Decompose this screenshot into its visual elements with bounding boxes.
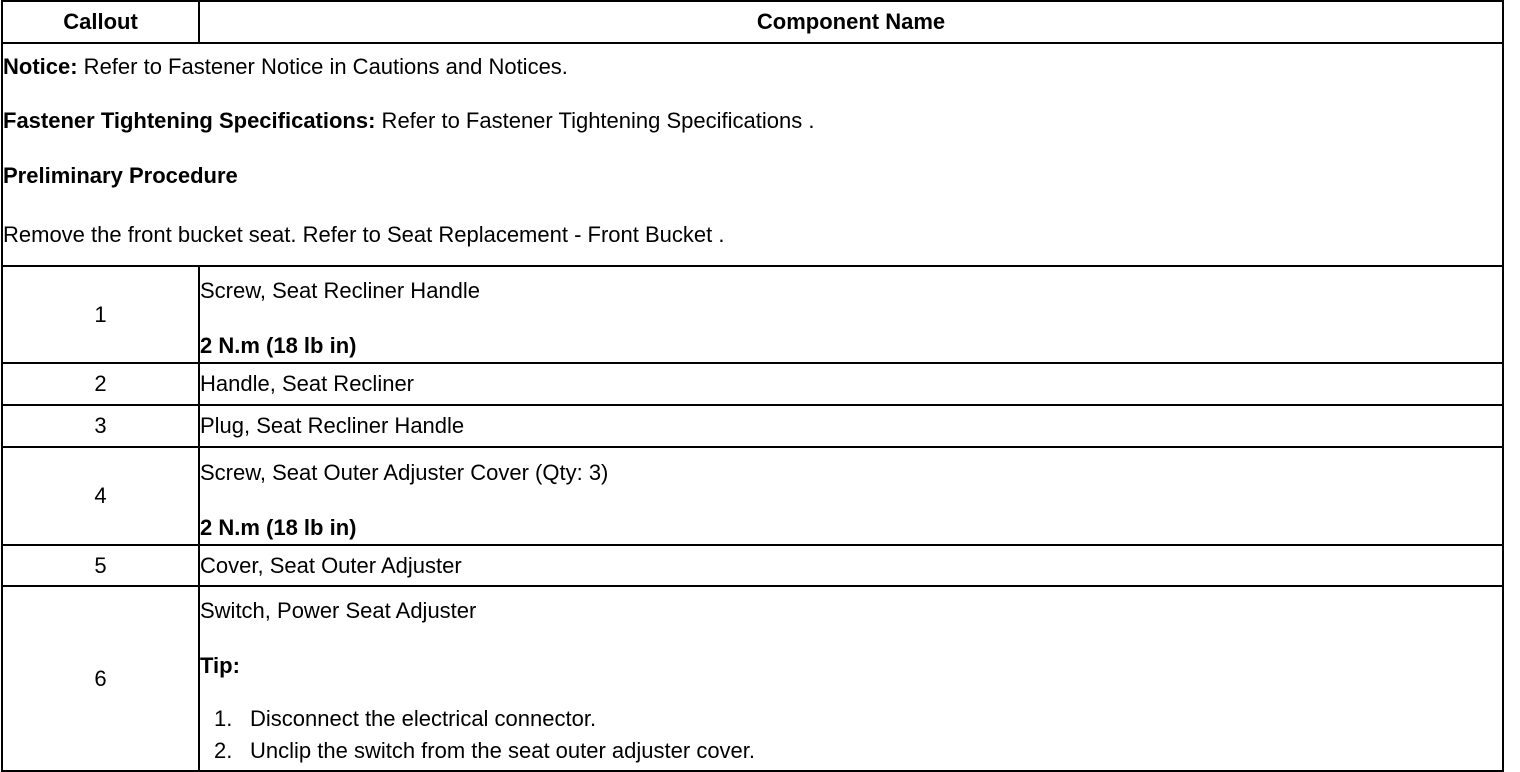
component-name: Plug, Seat Recliner Handle: [199, 405, 1503, 447]
callout-number: 1: [2, 266, 199, 363]
list-item: 1. Disconnect the electrical connector.: [214, 706, 597, 731]
tip-steps: [200, 703, 1502, 767]
table-row: [2, 266, 1503, 363]
callout-number: 2: [2, 363, 199, 405]
table-row: [2, 586, 1503, 771]
component-cell: [199, 586, 1503, 771]
torque-spec: 2 N.m (18 lb in): [200, 514, 357, 540]
component-name: Handle, Seat Recliner: [199, 363, 1503, 405]
callout-number: 4: [2, 447, 199, 545]
fastener-paragraph: [3, 97, 1502, 152]
component-name: Screw, Seat Recliner Handle: [200, 278, 481, 303]
table-row: [2, 405, 1503, 447]
component-cell: [199, 266, 1503, 363]
component-table: [1, 0, 1504, 772]
component-name-header: Component Name: [199, 1, 1503, 43]
callout-number: 6: [2, 586, 199, 771]
component-name: Screw, Seat Outer Adjuster Cover (Qty: 3): [200, 459, 609, 485]
notice-text: Refer to Fastener Notice in Cautions and Notices.: [77, 54, 568, 79]
callout-number: 3: [2, 405, 199, 447]
tip-label: Tip:: [200, 653, 240, 678]
notice-label: Notice:: [3, 54, 78, 79]
callout-number: 5: [2, 545, 199, 586]
header-row: [2, 1, 1503, 43]
table-row: [2, 545, 1503, 586]
callout-header: Callout: [2, 1, 199, 43]
component-cell: [199, 447, 1503, 545]
component-name: Cover, Seat Outer Adjuster: [199, 545, 1503, 586]
intro-cell: [2, 43, 1503, 266]
component-name: Switch, Power Seat Adjuster: [200, 598, 477, 623]
torque-spec: 2 N.m (18 lb in): [200, 333, 357, 358]
preliminary-heading: Preliminary Procedure: [3, 163, 238, 188]
table-row: [2, 447, 1503, 545]
notice-paragraph: [3, 44, 1502, 97]
intro-row: [2, 43, 1503, 266]
fastener-label: Fastener Tightening Specifications:: [3, 108, 376, 133]
list-item: 2. Unclip the switch from the seat outer adjuster cover.: [214, 738, 756, 763]
table-row: [2, 363, 1503, 405]
fastener-text: Refer to Fastener Tightening Specifications .: [375, 108, 815, 133]
preliminary-text: Remove the front bucket seat. Refer to Seat Replacement - Front Bucket .: [3, 222, 725, 247]
